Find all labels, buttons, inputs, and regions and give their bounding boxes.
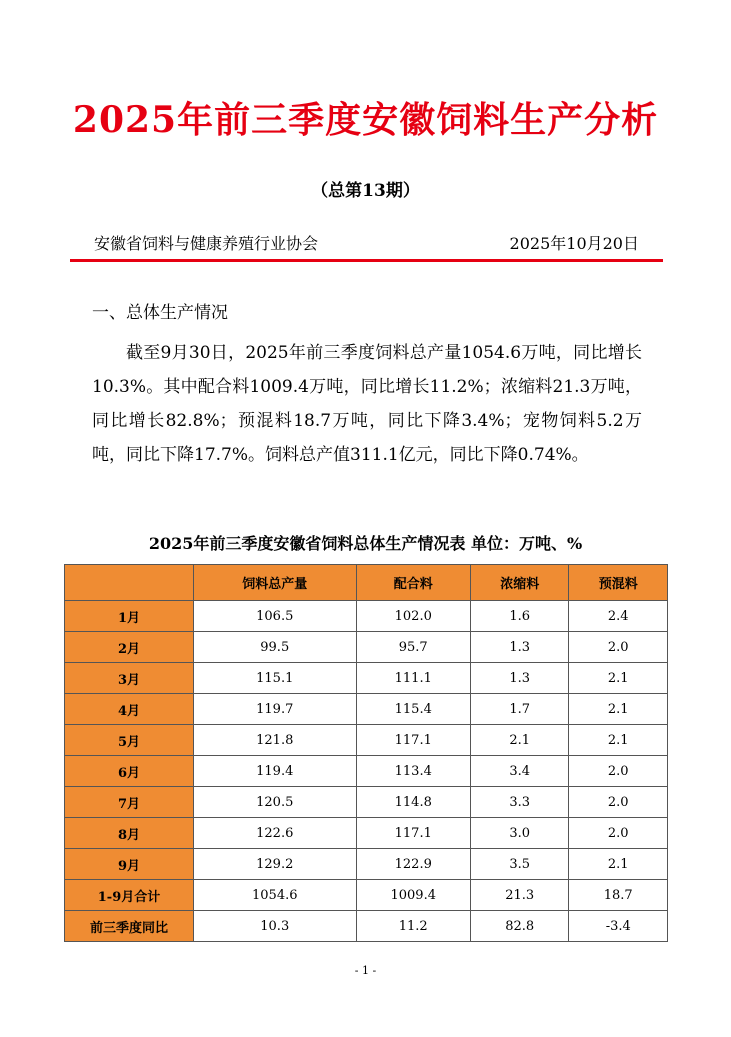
table-cell: 2.1 (569, 849, 668, 880)
table-row (65, 787, 668, 818)
table-row (65, 663, 668, 694)
issue-number: （总第13期） (311, 181, 420, 201)
table-cell: 117.1 (356, 818, 470, 849)
table-cell: 119.7 (194, 694, 357, 725)
table-row (65, 694, 668, 725)
table-cell: 2.4 (569, 601, 668, 632)
table-cell: 117.1 (356, 725, 470, 756)
row-label: 5月 (65, 725, 194, 756)
table-header-cell: 浓缩料 (470, 565, 569, 601)
row-label: 前三季度同比 (65, 911, 194, 942)
table-cell: 115.1 (194, 663, 357, 694)
table-cell: 3.5 (470, 849, 569, 880)
row-label: 4月 (65, 694, 194, 725)
table-cell: 99.5 (194, 632, 357, 663)
table-cell: 120.5 (194, 787, 357, 818)
table-cell: 119.4 (194, 756, 357, 787)
table-cell: 114.8 (356, 787, 470, 818)
table-row (65, 756, 668, 787)
table-cell: 21.3 (470, 880, 569, 911)
section-heading: 一、总体生产情况 (92, 303, 228, 323)
table-cell: 1.7 (470, 694, 569, 725)
table-row (65, 601, 668, 632)
row-label: 3月 (65, 663, 194, 694)
table-cell: 111.1 (356, 663, 470, 694)
table-cell: 122.6 (194, 818, 357, 849)
page-number: - 1 - (354, 964, 377, 977)
table-row (65, 849, 668, 880)
table-cell: 1.3 (470, 663, 569, 694)
table-cell: 2.0 (569, 787, 668, 818)
body-paragraph: 截至9月30日，2025年前三季度饲料总产量1054.6万吨，同比增长10.3%。其中配合料1009.4万吨，同比增长11.2%；浓缩料21.3万吨，同比增长82.8%；预混料18.7万吨，同比下降3.4%；宠物饲料5.2万吨，同比下降17.7%。饲料总产值311.1亿元，同比下降0.74%。 (92, 343, 642, 465)
table-cell: 18.7 (569, 880, 668, 911)
table-header-cell: 预混料 (569, 565, 668, 601)
table-cell: 3.0 (470, 818, 569, 849)
organization-name: 安徽省饲料与健康养殖行业协会 (94, 234, 319, 253)
table-cell: 2.0 (569, 756, 668, 787)
row-label: 1月 (65, 601, 194, 632)
table-header-cell (65, 565, 194, 601)
table-total-row (65, 880, 668, 911)
table-cell: 95.7 (356, 632, 470, 663)
table-cell: 1054.6 (194, 880, 357, 911)
row-label: 7月 (65, 787, 194, 818)
row-label: 1-9月合计 (65, 880, 194, 911)
table-cell: 1.6 (470, 601, 569, 632)
page-title: 2025年前三季度安徽饲料生产分析 (72, 99, 659, 141)
table-yoy-row (65, 911, 668, 942)
table-cell: 2.0 (569, 632, 668, 663)
header-divider (70, 259, 663, 262)
table-header-cell: 饲料总产量 (194, 565, 357, 601)
table-cell: 102.0 (356, 601, 470, 632)
table-cell: 10.3 (194, 911, 357, 942)
row-label: 2月 (65, 632, 194, 663)
table-cell: 2.1 (470, 725, 569, 756)
table-cell: 129.2 (194, 849, 357, 880)
table-caption: 2025年前三季度安徽省饲料总体生产情况表 单位：万吨、% (148, 534, 583, 553)
table-cell: 115.4 (356, 694, 470, 725)
table-cell: 2.1 (569, 663, 668, 694)
table-cell: 82.8 (470, 911, 569, 942)
table-cell: -3.4 (569, 911, 668, 942)
table-header-row (65, 565, 668, 601)
row-label: 9月 (65, 849, 194, 880)
table-header-cell: 配合料 (356, 565, 470, 601)
table-cell: 106.5 (194, 601, 357, 632)
table-row (65, 725, 668, 756)
table-cell: 3.3 (470, 787, 569, 818)
production-table (64, 564, 668, 942)
row-label: 6月 (65, 756, 194, 787)
table-cell: 113.4 (356, 756, 470, 787)
table-cell: 2.1 (569, 725, 668, 756)
table-cell: 2.0 (569, 818, 668, 849)
table-row (65, 632, 668, 663)
table-row (65, 818, 668, 849)
table-cell: 122.9 (356, 849, 470, 880)
table-cell: 3.4 (470, 756, 569, 787)
table-cell: 121.8 (194, 725, 357, 756)
table-cell: 11.2 (356, 911, 470, 942)
table-cell: 2.1 (569, 694, 668, 725)
publisher-line (94, 231, 639, 257)
table-cell: 1009.4 (356, 880, 470, 911)
row-label: 8月 (65, 818, 194, 849)
table-cell: 1.3 (470, 632, 569, 663)
publish-date: 2025年10月20日 (509, 234, 639, 253)
